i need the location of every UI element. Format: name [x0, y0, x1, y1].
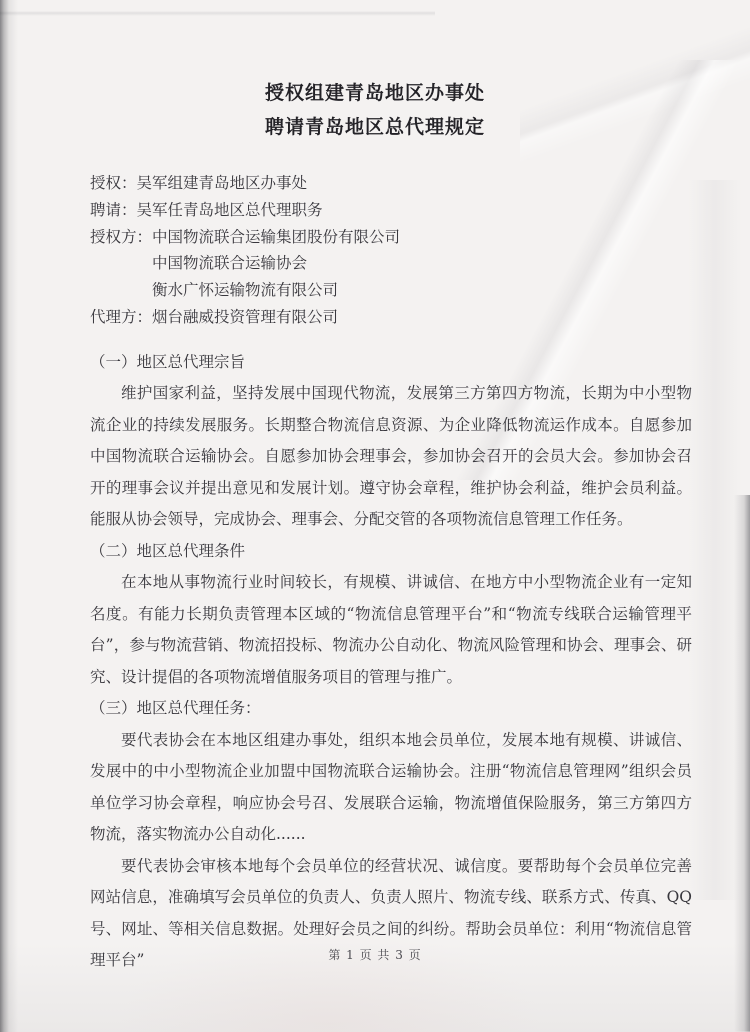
- section-heading-1: （一）地区总代理宗旨: [90, 352, 246, 371]
- title-line-2: 聘请青岛地区总代理规定: [264, 116, 485, 138]
- header-line-authorizer: 授权方：中国物流联合运输集团股份有限公司: [90, 227, 401, 246]
- header-line-appoint: 聘请：吴军任青岛地区总代理职务: [90, 200, 323, 219]
- section-2-paragraph: 在本地从事物流行业时间较长，有规模、讲诚信、在地方中小型物流企业有一定知名度。有能力长期负责管理本区域的“物流信息管理平台”和“物流专线联合运输管理平台”，参与物流营销、物流招投标、物流办公自动化、物流风险管理和协会、理事会、研究、设计提倡的各项物流增值服务项目的管理与推广。: [90, 573, 692, 686]
- section-3-paragraph-2: 要代表协会审核本地每个会员单位的经营状况、诚信度。要帮助每个会员单位完善网站信息，准确填写会员单位的负责人、负责人照片、物流专线、联系方式、传真、QQ 号、网址、等相关信息数据。处理好会员之间的纠纷。帮助会员单位：利用“物流信息管理平台”: [90, 856, 692, 970]
- header-line-authorizer-3: 衡水广怀运输物流有限公司: [152, 281, 339, 300]
- header-line-authorizer-2: 中国物流联合运输协会: [152, 254, 308, 273]
- document-title: [0, 0, 750, 144]
- title-line-1: 授权组建青岛地区办事处: [264, 82, 485, 104]
- section-heading-3: （三）地区总代理任务：: [90, 699, 261, 718]
- document-body: [90, 347, 692, 977]
- header-line-authorize: 授权：吴军组建青岛地区办事处: [90, 174, 308, 192]
- page-number: 第 1 页 共 3 页: [328, 948, 422, 962]
- section-1-paragraph: 维护国家利益，坚持发展中国现代物流，发展第三方第四方物流，长期为中小型物流企业的持续发展服务。长期整合物流信息资源、为企业降低物流运作成本。自愿参加中国物流联合运输协会。自愿参加协会理事会，参加协会召开的会员大会。参加协会召开的理事会议并提出意见和发展计划。遵守协会章程，维护协会利益，维护会员利益。能服从协会领导，完成协会、理事会、分配交管的各项物流信息管理工作任务。: [90, 384, 692, 529]
- section-3-paragraph-1: 要代表协会在本地区组建办事处，组织本地会员单位，发展本地有规模、讲诚信、发展中的中小型物流企业加盟中国物流联合运输协会。注册“物流信息管理网”组织会员单位学习协会章程，响应协会号召、发展联合运输，物流增值保险服务，第三方第四方物流，落实物流办公自动化......: [90, 730, 692, 844]
- header-line-agent: 代理方：烟台融威投资管理有限公司: [90, 307, 339, 326]
- section-heading-2: （二）地区总代理条件: [90, 541, 246, 560]
- document-header: [90, 170, 692, 331]
